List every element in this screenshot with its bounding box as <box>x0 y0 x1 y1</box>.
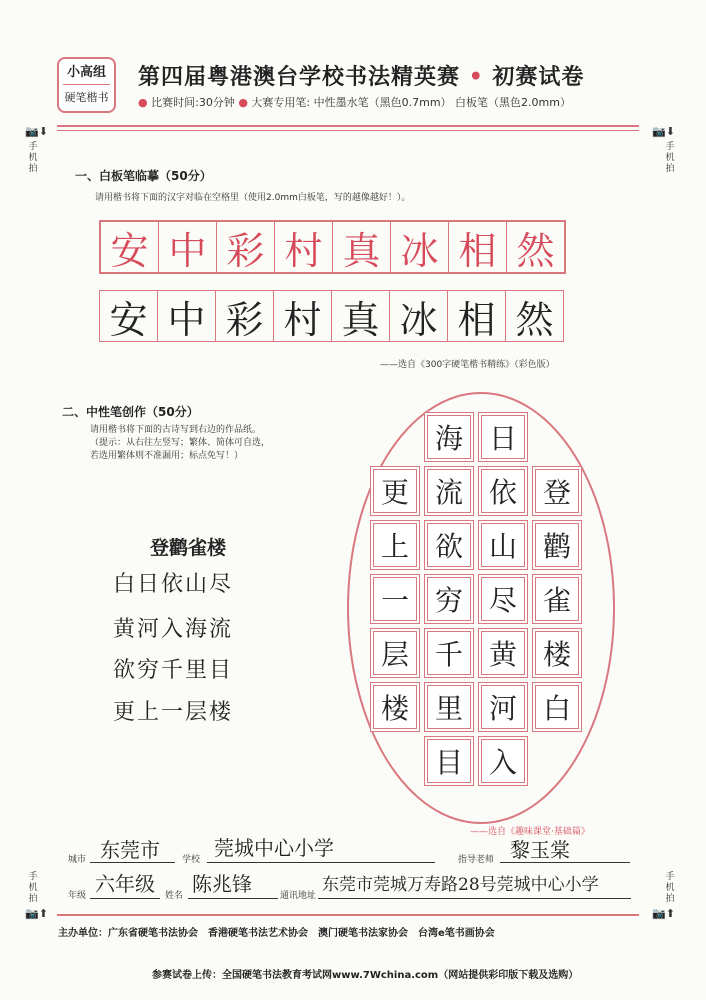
artwork-char[interactable]: 楼 <box>370 682 420 732</box>
model-char: 中 <box>158 222 216 272</box>
copy-char[interactable]: 中 <box>157 291 215 341</box>
time-text: 比赛时间:30分钟 <box>151 96 235 109</box>
title-dot: • <box>468 64 484 90</box>
bullet-icon: ● <box>238 96 248 109</box>
section1-source: ——选自《300字硬笔楷书精练》（彩色版） <box>380 360 555 370</box>
city-underline <box>90 862 175 863</box>
artwork-char[interactable]: 千 <box>424 628 474 678</box>
artwork-char[interactable]: 入 <box>478 736 528 786</box>
header-divider <box>57 125 639 127</box>
grade-field[interactable]: 六年级 <box>95 872 155 896</box>
artwork-char[interactable]: 里 <box>424 682 474 732</box>
grade-label: 年级 <box>68 891 87 901</box>
bullet-icon: ● <box>138 96 148 109</box>
title-suffix: 初赛试卷 <box>492 64 585 90</box>
copy-char[interactable]: 彩 <box>215 291 273 341</box>
model-char: 然 <box>506 222 564 272</box>
poem-line: 更上一层楼 <box>113 700 234 725</box>
artwork-char[interactable]: 依 <box>478 466 528 516</box>
group-badge <box>57 57 116 113</box>
organizers: 主办单位：广东省硬笔书法协会 香港硬笔书法艺术协会 澳门硬笔书法家协会 台湾e笔书画协会 <box>58 928 495 939</box>
section2-instruction-2: （提示：从右往左竖写；繁体、简体可自选， <box>90 438 271 448</box>
section2-title: 二、中性笔创作（50分） <box>62 405 199 419</box>
artwork-char[interactable]: 一 <box>370 574 420 624</box>
artwork-char[interactable]: 欲 <box>424 520 474 570</box>
artwork-char[interactable]: 河 <box>478 682 528 732</box>
model-grid <box>99 220 566 274</box>
artwork-char[interactable]: 鹳 <box>532 520 582 570</box>
copy-char[interactable]: 相 <box>447 291 505 341</box>
address-label: 通讯地址 <box>280 891 317 901</box>
group-label: 小高组 <box>66 65 106 80</box>
copy-char[interactable]: 冰 <box>389 291 447 341</box>
artwork-char[interactable]: 层 <box>370 628 420 678</box>
section1-title: 一、白板笔临摹（50分） <box>75 169 212 183</box>
side-label-right-top: 手机拍 <box>665 142 675 174</box>
artwork-char[interactable]: 登 <box>532 466 582 516</box>
side-label-right-bottom: 手机拍 <box>665 872 675 904</box>
section2-instruction-3: 若选用繁体则不准漏用；标点免写！） <box>90 451 244 461</box>
model-char: 安 <box>110 228 149 273</box>
copy-char[interactable]: 然 <box>505 291 563 341</box>
teacher-underline <box>500 862 630 863</box>
city-label: 城市 <box>68 855 87 865</box>
name-label: 姓名 <box>165 891 184 901</box>
model-char: 村 <box>274 222 332 272</box>
section2-source: ——选自《趣味课堂·基础篇》 <box>470 827 590 837</box>
name-underline <box>188 898 278 899</box>
side-label-left-bottom: 手机拍 <box>28 872 38 904</box>
poem-line: 白日依山尽 <box>113 572 234 597</box>
camera-upload-icon: 📷⬆ <box>25 907 48 920</box>
camera-upload-icon: 📷⬆ <box>652 907 675 920</box>
title-main: 第四届粤港澳台学校书法精英赛 <box>138 64 461 90</box>
copy-char[interactable]: 真 <box>331 291 389 341</box>
artwork-char[interactable]: 日 <box>478 412 528 462</box>
pen-text: 大赛专用笔: 中性墨水笔（黑色0.7mm） 白板笔（黑色2.0mm） <box>251 96 571 109</box>
page-title <box>138 60 584 91</box>
artwork-char[interactable]: 黄 <box>478 628 528 678</box>
model-char: 真 <box>332 222 390 272</box>
teacher-label: 指导老师 <box>458 855 495 865</box>
badge-divider <box>63 84 110 85</box>
camera-download-icon: 📷⬇ <box>652 125 675 138</box>
copy-grid[interactable] <box>99 290 564 342</box>
address-field[interactable]: 东莞市莞城万寿路28号莞城中心小学 <box>322 875 599 895</box>
poem-line: 黄河入海流 <box>113 617 234 642</box>
name-field[interactable]: 陈兆锋 <box>192 872 252 896</box>
poem-line: 欲穷千里目 <box>113 658 234 683</box>
artwork-char[interactable]: 雀 <box>532 574 582 624</box>
city-field[interactable]: 东莞市 <box>100 838 160 862</box>
category-label: 硬笔楷书 <box>64 91 109 104</box>
artwork-char[interactable]: 流 <box>424 466 474 516</box>
grade-underline <box>90 898 160 899</box>
copy-char[interactable]: 村 <box>273 291 331 341</box>
section2-instruction-1: 请用楷书将下面的古诗写到右边的作品纸。 <box>90 425 262 435</box>
section1-instruction: 请用楷书将下面的汉字对临在空格里（使用2.0mm白板笔，写的越像越好！）。 <box>95 193 411 203</box>
artwork-char[interactable]: 海 <box>424 412 474 462</box>
poem-title: 登鹳雀楼 <box>149 537 226 559</box>
exam-info <box>138 94 571 110</box>
model-char: 彩 <box>216 222 274 272</box>
teacher-field[interactable]: 黎玉棠 <box>510 838 570 862</box>
artwork-char[interactable]: 尽 <box>478 574 528 624</box>
artwork-char[interactable]: 穷 <box>424 574 474 624</box>
model-char: 冰 <box>390 222 448 272</box>
address-underline <box>318 898 631 899</box>
artwork-char[interactable]: 白 <box>532 682 582 732</box>
artwork-char[interactable]: 目 <box>424 736 474 786</box>
header-divider-thin <box>57 130 639 131</box>
artwork-char[interactable]: 更 <box>370 466 420 516</box>
upload-note: 参赛试卷上传：全国硬笔书法教育考试网www.7Wchina.com（网站提供彩印版下载及选购） <box>152 970 579 981</box>
camera-download-icon: 📷⬇ <box>25 125 48 138</box>
side-label-left-top: 手机拍 <box>28 142 38 174</box>
artwork-char[interactable]: 山 <box>478 520 528 570</box>
artwork-char[interactable]: 楼 <box>532 628 582 678</box>
footer-divider <box>57 914 639 916</box>
copy-char[interactable]: 安 <box>109 297 148 342</box>
artwork-char[interactable]: 上 <box>370 520 420 570</box>
school-label: 学校 <box>182 855 201 865</box>
school-field[interactable]: 莞城中心小学 <box>214 836 334 860</box>
school-underline <box>207 862 435 863</box>
model-char: 相 <box>448 222 506 272</box>
